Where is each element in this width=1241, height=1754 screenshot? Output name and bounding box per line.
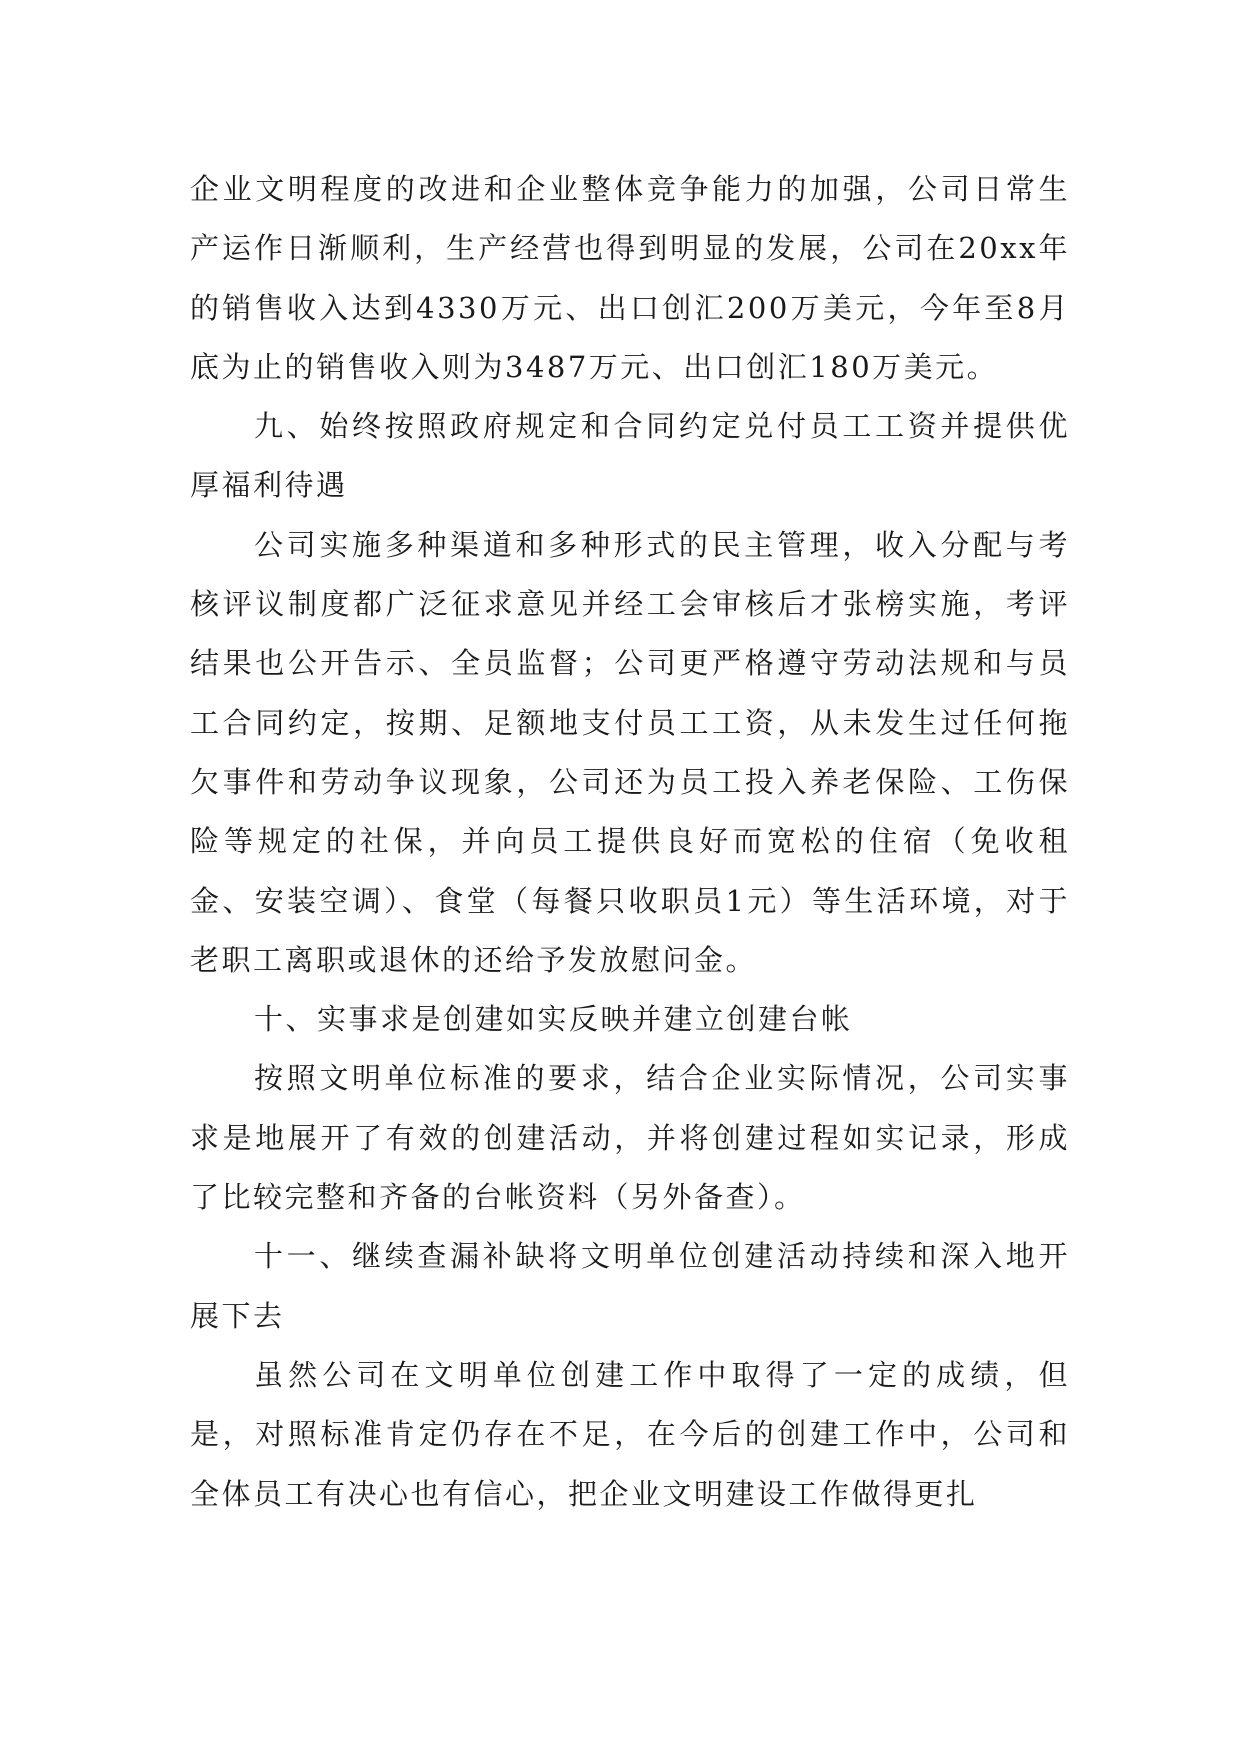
section-heading-9: 九、始终按照政府规定和合同约定兑付员工工资并提供优厚福利待遇 bbox=[190, 409, 1070, 503]
body-paragraph: 企业文明程度的改进和企业整体竞争能力的加强，公司日常生产运作日渐顺利，生产经营也得到明显的发展，公司在20xx年的销售收入达到4330万元、出口创汇200万美元，今年至8月底为止的销售收入则为3487万元、出口创汇180万美元。 bbox=[190, 172, 1070, 384]
body-paragraph: 按照文明单位标准的要求，结合企业实际情况，公司实事求是地展开了有效的创建活动，并将创建过程如实记录，形成了比较完整和齐备的台帐资料（另外备查）。 bbox=[190, 1061, 1070, 1215]
section-heading-10: 十、实事求是创建如实反映并建立创建台帐 bbox=[254, 1002, 853, 1037]
section-heading-11: 十一、继续查漏补缺将文明单位创建活动持续和深入地开展下去 bbox=[190, 1239, 1070, 1333]
body-paragraph: 虽然公司在文明单位创建工作中取得了一定的成绩，但是，对照标准肯定仍存在不足，在今后的创建工作中，公司和全体员工有决心也有信心，把企业文明建设工作做得更扎 bbox=[190, 1357, 1070, 1511]
body-paragraph: 公司实施多种渠道和多种形式的民主管理，收入分配与考核评议制度都广泛征求意见并经工会审核后才张榜实施，考评结果也公开告示、全员监督；公司更严格遵守劳动法规和与员工合同约定，按期、足额地支付员工工资，从未发生过任何拖欠事件和劳动争议现象，公司还为员工投入养老保险、工伤保险等规定的社保，并向员工提供良好而宽松的住宿（免收租金、安装空调）、食堂（每餐只收职员1元）等生活环境，对于老职工离职或退休的还给予发放慰问金。 bbox=[190, 527, 1070, 977]
document-body bbox=[190, 160, 1070, 1524]
